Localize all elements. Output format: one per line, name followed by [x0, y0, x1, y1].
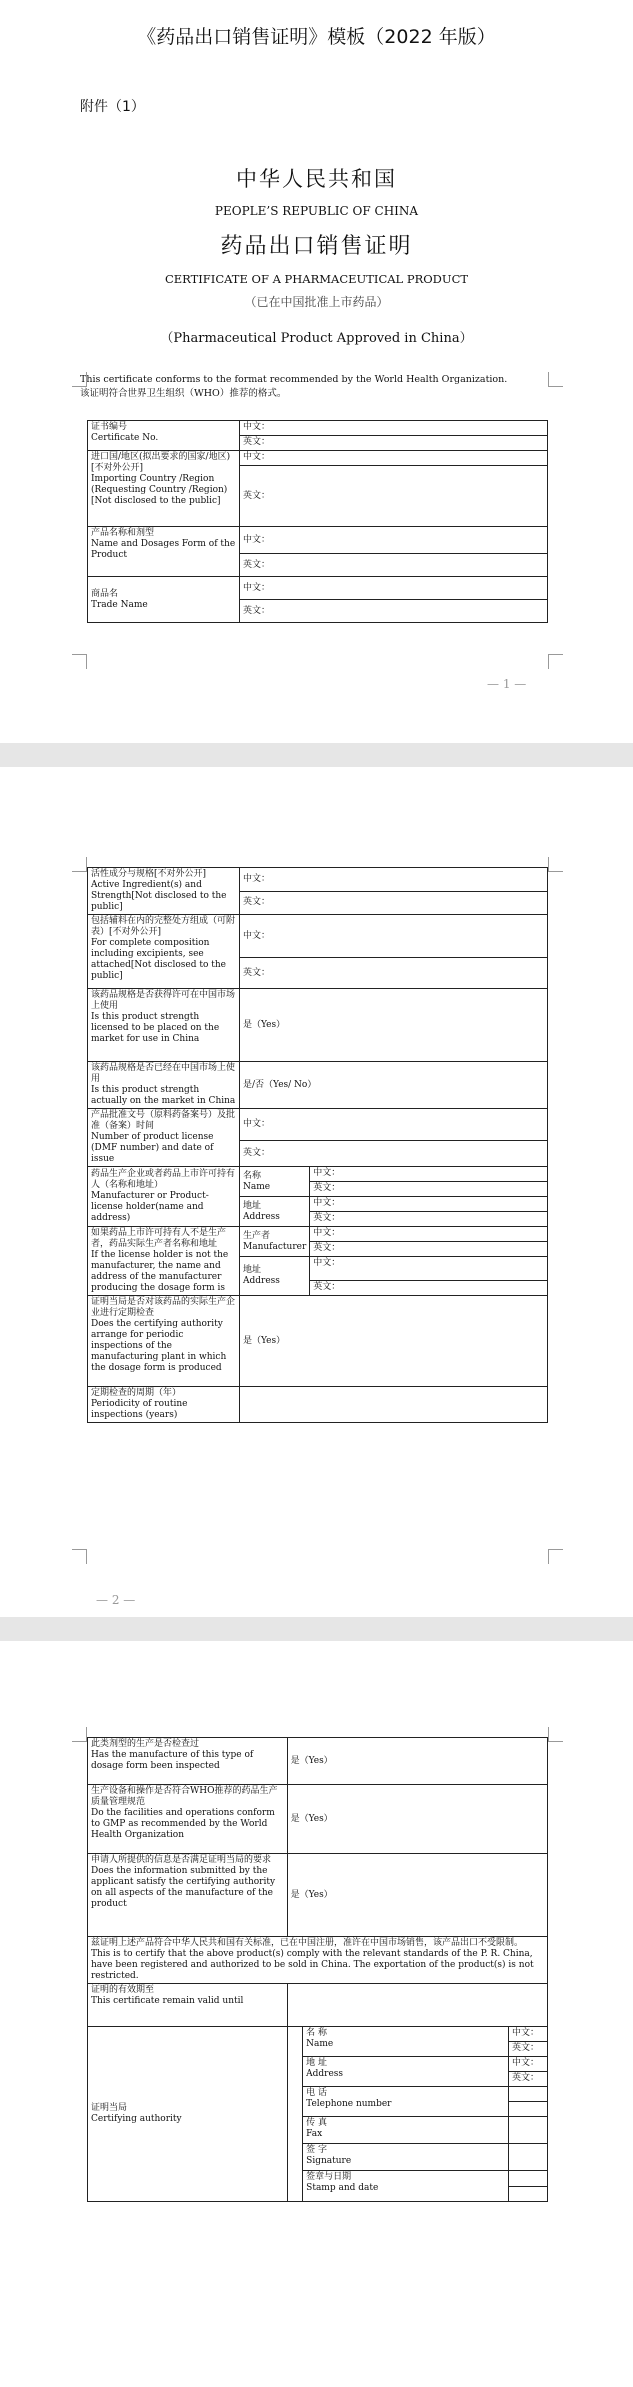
- table-row: [88, 989, 548, 1062]
- table-row: [88, 2027, 548, 2042]
- cn-field[interactable]: 中文：: [240, 421, 548, 436]
- crop-mark: [548, 857, 563, 872]
- statement: [88, 1937, 548, 1984]
- form-table-3: [87, 1737, 548, 2202]
- sub-label: 名称 Name: [240, 1167, 310, 1197]
- table-row: [88, 421, 548, 436]
- validity-label: 证明的有效期至 This certificate remain valid until: [88, 1984, 288, 2027]
- crop-mark: [548, 372, 563, 387]
- table-row: [88, 577, 548, 600]
- answer-field[interactable]: 是/否（Yes/ No）: [240, 1062, 548, 1109]
- cn-field[interactable]: 中文：: [240, 527, 548, 554]
- crop-mark: [548, 654, 563, 669]
- statement-en: This is to certify that the above product(s) comply with the relevant standards of the P. R. China, have been registered and authorized to be sold in China. The exportation of the product(s) is not restricted.: [91, 1949, 534, 1981]
- answer-field[interactable]: 是（Yes）: [287, 1854, 547, 1937]
- auth-phone-label: 电 话 Telephone number: [303, 2087, 509, 2117]
- statement-cn: 兹证明上述产品符合中华人民共和国有关标准，已在中国注册，准许在中国市场销售，该产品出口不受限制。: [91, 1938, 524, 1948]
- row-label: 活性成分与规格[不对外公开] Active Ingredient(s) and Strength[Not disclosed to the public]: [88, 868, 240, 915]
- table-row: [88, 868, 548, 892]
- crop-mark: [72, 1549, 87, 1564]
- en-field[interactable]: 英文：: [240, 891, 548, 915]
- table-row: [88, 1785, 548, 1854]
- subtitle-cn: （已在中国批准上市药品）: [244, 295, 389, 309]
- table-row: [88, 1167, 548, 1182]
- auth-name-label: 名 称 Name: [303, 2027, 509, 2057]
- en-field[interactable]: 英文：: [240, 958, 548, 989]
- phone-field-2[interactable]: [508, 2102, 547, 2117]
- table-row: [88, 1854, 548, 1937]
- row-label: 该药品规格是否已经在中国市场上使用 Is this product strength actually on the market in China: [88, 1062, 240, 1109]
- row-label: 产品名称和剂型 Name and Dosages Form of the Product: [88, 527, 240, 577]
- fax-field[interactable]: [508, 2117, 547, 2144]
- cn-field[interactable]: 中文：: [310, 1257, 548, 1281]
- stamp-field-2[interactable]: [508, 2186, 547, 2202]
- row-label: 产品批准文号（原料药备案号）及批准（备案）时间 Number of product license (DMF number) and date of issue: [88, 1109, 240, 1167]
- attachment-label: 附件（1）: [80, 99, 145, 115]
- cn-field[interactable]: 中文：: [240, 868, 548, 892]
- certificate-title-cn: 药品出口销售证明: [220, 234, 413, 259]
- authority-label: 证明当局 Certifying authority: [88, 2027, 288, 2202]
- en-field[interactable]: 英文：: [240, 466, 548, 527]
- page-number: — 2 —: [96, 1593, 136, 1607]
- page-1: [0, 0, 633, 743]
- auth-address-label: 地 址 Address: [303, 2057, 509, 2087]
- cn-field[interactable]: 中文：: [310, 1197, 548, 1212]
- row-label: 该药品规格是否获得许可在中国市场上使用 Is this product strength licensed to be placed on the market for use in China: [88, 989, 240, 1062]
- answer-field[interactable]: [240, 1387, 548, 1423]
- table-row: [88, 1227, 548, 1242]
- table-row: [88, 527, 548, 554]
- en-field[interactable]: 英文：: [508, 2042, 547, 2057]
- sub-label: 地址 Address: [240, 1257, 310, 1296]
- intro-en: This certificate conforms to the format recommended by the World Health Organization.: [80, 374, 508, 385]
- page-3: [0, 1641, 633, 2387]
- cn-field[interactable]: 中文：: [240, 577, 548, 600]
- country-cn: 中华人民共和国: [236, 167, 397, 191]
- row-label: 包括辅料在内的完整处方组成（可附表）[不对外公开] For complete composition including excipients, see attached[Not disclosed to the public]: [88, 915, 240, 989]
- signature-field[interactable]: [508, 2144, 547, 2171]
- row-label: 证书编号 Certificate No.: [88, 421, 240, 451]
- row-label: 证明当局是否对该药品的实际生产企业进行定期检查 Does the certifying authority arrange for periodic inspections of the manufacturing plant in which the dosage form is produced: [88, 1296, 240, 1387]
- crop-mark: [548, 1549, 563, 1564]
- stamp-field[interactable]: [508, 2171, 547, 2187]
- row-label: 定期检查的周期（年） Periodicity of routine inspections (years): [88, 1387, 240, 1423]
- en-field[interactable]: 英文：: [310, 1182, 548, 1197]
- intro-cn: 该证明符合世界卫生组织（WHO）推荐的格式。: [80, 388, 287, 399]
- table-row: [88, 1984, 548, 2027]
- crop-mark: [72, 372, 87, 387]
- row-label: 药品生产企业或者药品上市许可持有人（名称和地址） Manufacturer or Product-license holder(name and address): [88, 1167, 240, 1227]
- auth-stamp-label: 签章与日期 Stamp and date: [303, 2171, 509, 2202]
- en-field[interactable]: 英文：: [240, 554, 548, 577]
- crop-mark: [72, 857, 87, 872]
- auth-fax-label: 传 真 Fax: [303, 2117, 509, 2144]
- crop-mark: [548, 1727, 563, 1742]
- country-en: PEOPLE’S REPUBLIC OF CHINA: [214, 204, 419, 218]
- cn-field[interactable]: 中文：: [508, 2027, 547, 2042]
- table-row: [88, 1109, 548, 1141]
- page-number: — 1 —: [487, 677, 527, 691]
- subtitle-en: （Pharmaceutical Product Approved in China）: [160, 331, 473, 346]
- en-field[interactable]: 英文：: [240, 1141, 548, 1167]
- en-field[interactable]: 英文：: [310, 1281, 548, 1296]
- table-row: [88, 1296, 548, 1387]
- cn-field[interactable]: 中文：: [310, 1227, 548, 1242]
- answer-field[interactable]: 是（Yes）: [287, 1738, 547, 1785]
- table-row: [88, 1387, 548, 1423]
- row-label: 此类剂型的生产是否检查过 Has the manufacture of this type of dosage form been inspected: [88, 1738, 288, 1785]
- answer-field[interactable]: 是（Yes）: [287, 1785, 547, 1854]
- row-label: 如果药品上市许可持有人不是生产者，药品实际生产者名称和地址 If the license holder is not the manufacturer, the name and address of the manufacturer producing the dosage form is: [88, 1227, 240, 1296]
- cn-field[interactable]: 中文：: [240, 1109, 548, 1141]
- table-row: [88, 1738, 548, 1785]
- cn-field[interactable]: 中文：: [310, 1167, 548, 1182]
- row-label: 商品名 Trade Name: [88, 577, 240, 623]
- row-label: 生产设备和操作是否符合WHO推荐的药品生产质量管理规范 Do the facilities and operations conform to GMP as recommended by the World Health Organization: [88, 1785, 288, 1854]
- cn-field[interactable]: 中文：: [240, 915, 548, 958]
- certificate-title-en: CERTIFICATE OF A PHARMACEUTICAL PRODUCT: [164, 272, 469, 286]
- answer-field[interactable]: 是（Yes）: [240, 989, 548, 1062]
- en-field[interactable]: 英文：: [508, 2072, 547, 2087]
- row-label: 进口国/地区(拟出要求的国家/地区)[不对外公开] Importing Country /Region (Requesting Country /Region)[Not disclosed to the public]: [88, 451, 240, 527]
- validity-field[interactable]: [287, 1984, 547, 2027]
- crop-mark: [72, 654, 87, 669]
- phone-field[interactable]: [508, 2087, 547, 2102]
- en-field[interactable]: 英文：: [240, 436, 548, 451]
- document-title: 《药品出口销售证明》模板（2022 年版）: [137, 26, 496, 48]
- cn-field[interactable]: 中文：: [240, 451, 548, 466]
- sub-label: 生产者 Manufacturer: [240, 1227, 310, 1257]
- auth-signature-label: 签 字 Signature: [303, 2144, 509, 2171]
- form-table-1: [87, 420, 548, 623]
- page-2: [0, 767, 633, 1617]
- table-row: [88, 1062, 548, 1109]
- form-table-2: [87, 867, 548, 1423]
- row-label: 申请人所提供的信息是否满足证明当局的要求 Does the information submitted by the applicant satisfy the certifying authority on all aspects of the manufacture of the product: [88, 1854, 288, 1937]
- intro-text: [80, 373, 600, 401]
- en-field[interactable]: 英文：: [240, 600, 548, 623]
- spacer: [287, 2027, 303, 2202]
- en-field[interactable]: 英文：: [310, 1242, 548, 1257]
- table-row: [88, 915, 548, 958]
- answer-field[interactable]: 是（Yes）: [240, 1296, 548, 1387]
- en-field[interactable]: 英文：: [310, 1212, 548, 1227]
- table-row: [88, 451, 548, 466]
- sub-label: 地址 Address: [240, 1197, 310, 1227]
- crop-mark: [72, 1727, 87, 1742]
- cn-field[interactable]: 中文：: [508, 2057, 547, 2072]
- table-row: [88, 1937, 548, 1984]
